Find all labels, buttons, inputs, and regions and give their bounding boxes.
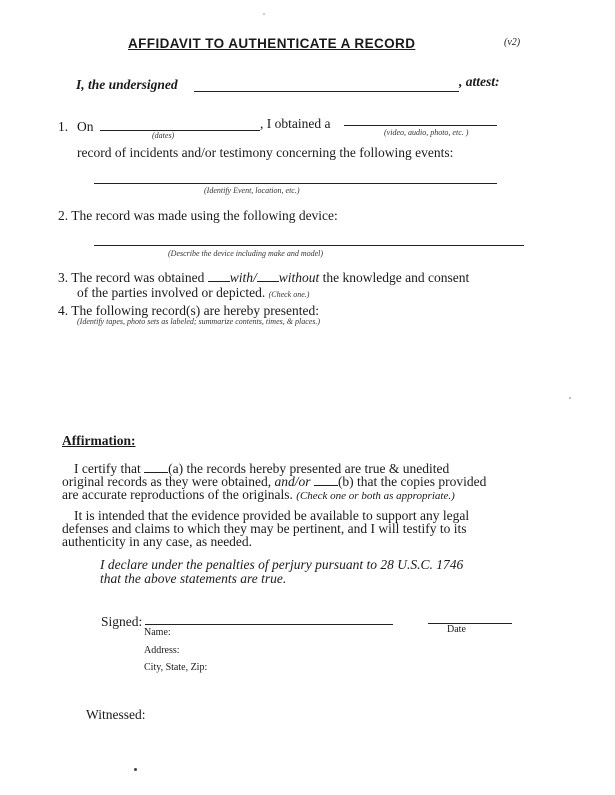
event-hint: (Identify Event, location, etc.): [204, 186, 300, 195]
version-label: (v2): [504, 37, 521, 48]
option-b-checkbox[interactable]: [314, 475, 338, 486]
item3-line1: [58, 270, 469, 286]
item4-hint: (Identify tapes, photo sets as labeled; summarize contents, times, & places.): [77, 317, 321, 326]
affirm-p1-line2-a: original records as they were obtained,: [62, 474, 272, 489]
item1-on: On: [77, 119, 94, 134]
item1-number: 1.: [58, 119, 69, 134]
record-type-hint: (video, audio, photo, etc. ): [384, 128, 469, 137]
dates-hint: (dates): [152, 131, 175, 140]
option-a-checkbox[interactable]: [144, 462, 168, 473]
city-state-zip-label: City, State, Zip:: [144, 662, 208, 673]
record-type-field[interactable]: [344, 125, 497, 126]
item1-obtained: , I obtained a: [260, 116, 331, 131]
affirm-p2-line3: authenticity in any case, as needed.: [62, 534, 253, 549]
affirm-p1-line2-b: (b) that the copies provided: [337, 474, 487, 489]
event-field[interactable]: [94, 183, 497, 184]
item3-with: with/: [229, 270, 257, 285]
date-label: Date: [447, 624, 466, 635]
item3-without: without: [278, 270, 320, 285]
without-checkbox[interactable]: [257, 271, 279, 282]
scan-speck: [263, 13, 265, 15]
perjury-line2: that the above statements are true.: [100, 571, 287, 586]
intro-prefix: I, the undersigned: [76, 77, 178, 92]
name-label: Name:: [144, 627, 171, 638]
item3-rest: the knowledge and consent: [322, 270, 470, 285]
page-title: AFFIDAVIT TO AUTHENTICATE A RECORD: [128, 36, 416, 51]
affirm-p2-line1: It is intended that the evidence provided be available to support any legal: [74, 508, 470, 523]
device-hint: (Describe the device including make and model): [168, 249, 324, 258]
address-label: Address:: [144, 645, 180, 656]
signature-field[interactable]: [145, 624, 393, 625]
affirm-p2-line2: defenses and claims to which they may be pertinent, and I will testify to its: [62, 521, 467, 536]
affirm-p1-hint: (Check one or both as appropriate.): [296, 490, 455, 502]
item3-check-hint: (Check one.): [268, 290, 310, 299]
item2-text: 2. The record was made using the following device:: [58, 208, 338, 223]
affirm-p1-line3: [62, 487, 455, 503]
affirm-p1-b: (a) the records hereby presented are true & unedited: [168, 461, 450, 476]
affirm-p1-line3-text: are accurate reproductions of the originals.: [62, 487, 293, 502]
item3-line2-text: of the parties involved or depicted.: [77, 285, 266, 300]
signed-label: Signed:: [101, 614, 143, 629]
item1-line2: record of incidents and/or testimony concerning the following events:: [77, 145, 454, 160]
item4-text: 4. The following record(s) are hereby presented:: [58, 303, 320, 318]
affirm-andor: and/or: [274, 474, 311, 489]
perjury-line1: I declare under the penalties of perjury pursuant to 28 U.S.C. 1746: [100, 557, 464, 572]
scan-speck: [569, 397, 571, 399]
date-field[interactable]: [428, 623, 512, 624]
device-field[interactable]: [94, 245, 524, 246]
intro-suffix: , attest:: [459, 74, 500, 89]
dates-field[interactable]: [100, 130, 260, 131]
item3-line2: [77, 285, 309, 301]
witnessed-label: Witnessed:: [86, 707, 146, 722]
affirm-p1-a: I certify that: [74, 461, 141, 476]
scan-speck: [134, 768, 137, 771]
with-checkbox[interactable]: [208, 271, 230, 282]
undersigned-name-field[interactable]: [194, 91, 459, 92]
item3-prefix: 3. The record was obtained: [58, 270, 205, 285]
affirmation-heading: Affirmation:: [62, 433, 136, 448]
